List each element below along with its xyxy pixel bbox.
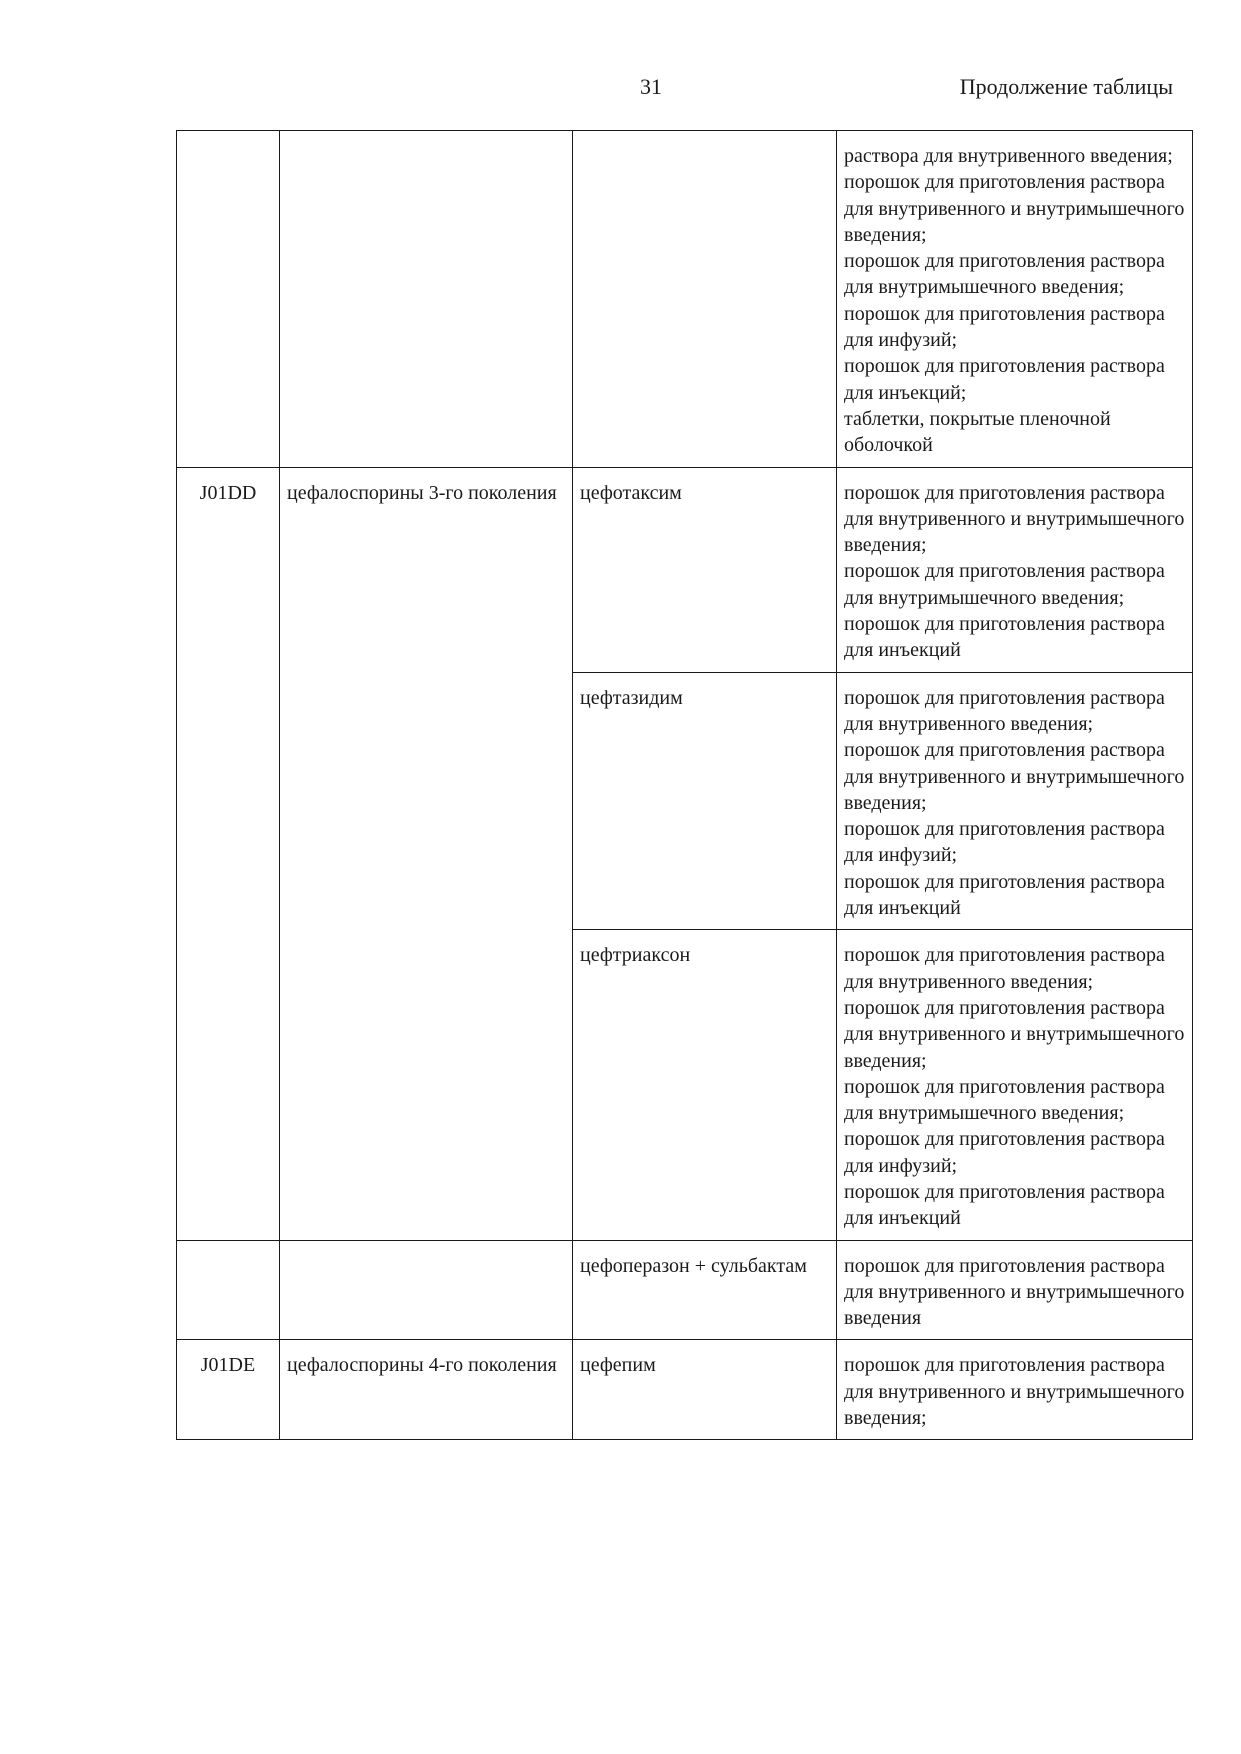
- atc-code-cell: J01DD: [177, 467, 280, 1240]
- dosage-form: порошок для приготовления раствора для инфузий;: [844, 818, 1165, 867]
- dosage-form: порошок для приготовления раствора для внутривенного введения;: [844, 944, 1165, 993]
- atc-code-cell: [177, 1240, 280, 1340]
- drug-table: [176, 130, 1193, 1440]
- dosage-form: таблетки, покрытые пленочной оболочкой: [844, 407, 1111, 457]
- dosage-form: порошок для приготовления раствора для внутривенного введения;: [844, 686, 1165, 735]
- dosage-form: порошок для приготовления раствора для внутривенного и внутримышечного введения;: [844, 171, 1185, 246]
- drug-cell: цефтриаксон: [573, 930, 837, 1240]
- group-cell: цефалоспорины 3-го поколения: [280, 467, 573, 1240]
- dosage-form: порошок для приготовления раствора для внутримышечного введения;: [844, 560, 1165, 609]
- dosage-form: порошок для приготовления раствора для инфузий;: [844, 302, 1165, 352]
- table-row: [177, 1340, 1193, 1440]
- dosage-form: порошок для приготовления раствора для инъекций: [844, 1180, 1165, 1230]
- drug-cell: цефоперазон + сульбактам: [573, 1240, 837, 1340]
- dosage-form: порошок для приготовления раствора для инъекций: [844, 870, 1165, 920]
- drug-cell: цефтазидим: [573, 672, 837, 930]
- dosage-form: порошок для приготовления раствора для внутривенного и внутримышечного введения;: [844, 1354, 1185, 1430]
- group-cell: [280, 1240, 573, 1340]
- dosage-form: раствора для внутривенного введения;: [844, 145, 1173, 167]
- table-row: [177, 467, 1193, 672]
- dosage-form: порошок для приготовления раствора для внутривенного и внутримышечного введения;: [844, 996, 1185, 1072]
- drug-cell: цефотаксим: [573, 467, 837, 672]
- dosage-form: порошок для приготовления раствора для внутривенного и внутримышечного введения;: [844, 481, 1185, 557]
- drug-cell: [573, 131, 837, 468]
- page-number: 31: [640, 74, 662, 99]
- dosage-form: порошок для приготовления раствора для внутривенного и внутримышечного введения;: [844, 739, 1185, 814]
- group-cell: цефалоспорины 4-го поколения: [280, 1340, 573, 1440]
- dosage-forms-cell: [837, 131, 1193, 468]
- table-continuation-label: Продолжение таблицы: [959, 74, 1173, 99]
- atc-code-cell: J01DE: [177, 1340, 280, 1440]
- drug-cell: цефепим: [573, 1340, 837, 1440]
- table-row: [177, 1240, 1193, 1340]
- dosage-form: порошок для приготовления раствора для внутримышечного введения;: [844, 250, 1165, 299]
- group-cell: [280, 131, 573, 468]
- dosage-form: порошок для приготовления раствора для внутривенного и внутримышечного введения: [844, 1254, 1185, 1330]
- dosage-form: порошок для приготовления раствора для инфузий;: [844, 1128, 1165, 1177]
- dosage-forms-cell: [837, 930, 1193, 1240]
- dosage-forms-cell: [837, 672, 1193, 930]
- dosage-form: порошок для приготовления раствора для инъекций;: [844, 355, 1165, 404]
- atc-code-cell: [177, 131, 280, 468]
- dosage-form: порошок для приготовления раствора для внутримышечного введения;: [844, 1075, 1165, 1125]
- dosage-forms-cell: [837, 1240, 1193, 1340]
- dosage-forms-cell: [837, 1340, 1193, 1440]
- dosage-form: порошок для приготовления раствора для инъекций: [844, 613, 1165, 662]
- table-row: [177, 131, 1193, 468]
- dosage-forms-cell: [837, 467, 1193, 672]
